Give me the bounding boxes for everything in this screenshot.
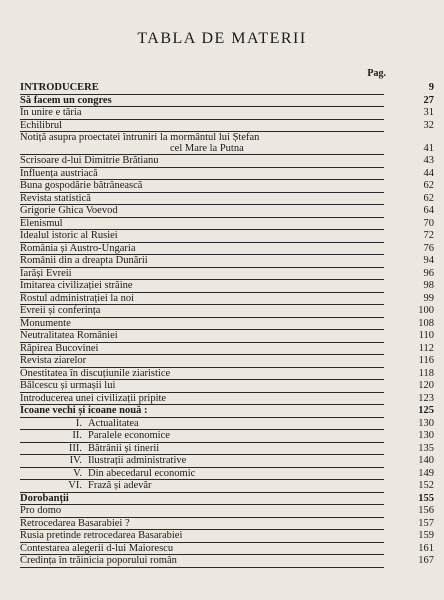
toc-entry-title: Imitarea civilizației străine — [20, 280, 133, 291]
toc-entry — [20, 530, 434, 543]
toc-entry-title: Onestitatea în discuțiunile ziaristice — [20, 367, 171, 379]
toc-entry-title: Bălcescu și urmașii lui — [20, 380, 116, 391]
toc-entry — [20, 405, 434, 418]
toc-entry — [20, 255, 434, 268]
toc-entry-page-number: 116 — [418, 355, 434, 366]
toc-entry-page-number: 76 — [423, 242, 434, 254]
toc-entry-title: Românii din a dreapta Dunării — [20, 255, 148, 266]
toc-entry — [20, 442, 434, 456]
toc-entry-page-number: 70 — [423, 217, 434, 229]
toc-entry-title — [60, 480, 152, 492]
toc-entry-title — [60, 418, 139, 430]
toc-entry-roman-numeral: III. — [68, 442, 82, 454]
toc-entry — [20, 119, 434, 133]
toc-entry-label: Frază și adevăr — [88, 480, 152, 491]
toc-entry-title: Evreii și conferința — [20, 305, 101, 316]
table-of-contents — [20, 82, 434, 568]
toc-entry — [20, 455, 434, 468]
toc-entry-page-number: 140 — [418, 455, 434, 466]
toc-entry-title: Dorobanții — [20, 492, 69, 504]
toc-entry — [20, 317, 434, 331]
toc-entry-page-number: 135 — [418, 442, 434, 454]
toc-entry-page-number: 62 — [423, 192, 434, 204]
toc-entry-title: Iarăși Evreii — [20, 267, 72, 279]
toc-entry-page-number: 110 — [418, 330, 434, 341]
toc-entry-page-number: 62 — [423, 180, 434, 191]
toc-entry-label: Ilustrații administrative — [88, 455, 187, 466]
toc-entry — [20, 392, 434, 406]
page-column-label: Pag. — [367, 68, 386, 79]
toc-entry-title: Revista statistică — [20, 192, 91, 204]
toc-entry — [20, 430, 434, 443]
toc-entry-page-number: 149 — [418, 467, 434, 479]
toc-entry-roman-numeral: VI. — [68, 480, 82, 491]
toc-entry — [20, 355, 434, 368]
toc-entry-title: România și Austro-Ungaria — [20, 242, 136, 254]
toc-entry-title: În unire e tăria — [20, 107, 82, 118]
toc-entry-title: Rusia pretinde retrocedarea Basarabiei — [20, 530, 183, 541]
toc-entry-title — [60, 468, 195, 480]
toc-entry — [20, 132, 434, 155]
toc-entry-page-number: 99 — [423, 292, 434, 304]
toc-entry-title: Echilibrul — [20, 119, 62, 131]
toc-entry — [20, 94, 434, 108]
toc-entry-page-number: 155 — [418, 492, 434, 504]
toc-entry-page-number: 9 — [428, 82, 434, 93]
toc-entry-page-number: 125 — [418, 405, 434, 416]
toc-entry — [20, 367, 434, 381]
toc-entry — [20, 107, 434, 120]
toc-entry-title: Scrisoare d-lui Dimitrie Brătianu — [20, 155, 159, 166]
toc-entry-title: Revista ziarelor — [20, 355, 87, 366]
toc-entry-page-number: 41 — [423, 142, 434, 154]
toc-entry-title: Notiță asupra proectatei întruniri la mormântul lui Ștefan — [20, 132, 260, 143]
toc-entry-page-number: 130 — [418, 430, 434, 441]
toc-entry-page-number: 64 — [423, 205, 434, 216]
toc-entry-page-number: 156 — [418, 505, 434, 516]
toc-entry-page-number: 72 — [423, 230, 434, 241]
toc-entry-page-number: 152 — [418, 480, 434, 491]
toc-entry — [20, 480, 434, 493]
toc-entry-page-number: 27 — [423, 94, 434, 106]
toc-entry-title: Răpirea Bucovinei — [20, 342, 99, 354]
toc-entry-page-number: 123 — [418, 392, 434, 404]
toc-entry-title: Monumente — [20, 317, 71, 329]
toc-entry — [20, 155, 434, 168]
toc-entry-title: Să facem un congres — [20, 94, 112, 106]
toc-entry-label: Bătrânii și tinerii — [88, 442, 160, 454]
toc-entry — [20, 467, 434, 481]
toc-entry-label: Din abecedarul economic — [88, 467, 196, 479]
toc-entry-page-number: 98 — [423, 280, 434, 291]
toc-entry — [20, 217, 434, 231]
toc-entry-title — [60, 443, 159, 455]
toc-entry — [20, 180, 434, 193]
toc-entry-title: Elenismul — [20, 217, 63, 229]
toc-entry — [20, 205, 434, 218]
toc-entry — [20, 305, 434, 318]
toc-entry-page-number: 108 — [418, 317, 434, 329]
toc-entry-title: Rostul administrației la noi — [20, 292, 135, 304]
toc-entry — [20, 505, 434, 518]
toc-entry-page-number: 96 — [423, 267, 434, 279]
toc-entry-page-number: 94 — [423, 255, 434, 266]
toc-entry-title: Contestarea alegerii d-lui Maiorescu — [20, 542, 174, 554]
toc-entry — [20, 230, 434, 243]
toc-entry-title: Neutralitatea României — [20, 330, 118, 341]
toc-entry — [20, 542, 434, 556]
toc-entry — [20, 192, 434, 206]
toc-entry-title: Retrocedarea Basarabiei ? — [20, 517, 130, 529]
toc-entry — [20, 342, 434, 356]
toc-entry-title: Pro domo — [20, 505, 62, 516]
toc-entry-title — [60, 430, 170, 442]
toc-entry-title — [60, 455, 186, 467]
toc-entry-label: Actualitatea — [88, 417, 139, 429]
toc-entry-page-number: 161 — [418, 542, 434, 554]
toc-entry — [20, 280, 434, 293]
toc-entry-title: Icoane vechi și icoane nouă : — [20, 405, 148, 416]
toc-entry — [20, 492, 434, 506]
page-title: TABLA DE MATERII — [137, 30, 307, 47]
toc-entry — [20, 417, 434, 431]
toc-entry-title-continuation: cel Mare la Putna — [170, 142, 244, 154]
toc-entry-page-number: 118 — [418, 367, 434, 379]
toc-entry-page-number: 31 — [423, 107, 434, 118]
toc-entry-page-number: 157 — [418, 517, 434, 529]
toc-entry — [20, 267, 434, 281]
toc-entry-roman-numeral: IV. — [69, 455, 82, 466]
toc-entry-roman-numeral: I. — [75, 417, 82, 429]
toc-entry-title: Buna gospodărie bătrânească — [20, 180, 143, 191]
toc-entry-page-number: 112 — [418, 342, 434, 354]
toc-entry-page-number: 120 — [418, 380, 434, 391]
toc-entry-label: Paralele economice — [88, 430, 170, 441]
toc-entry-page-number: 130 — [418, 417, 434, 429]
toc-entry-page-number: 44 — [423, 167, 434, 179]
toc-entry-page-number: 43 — [423, 155, 434, 166]
toc-entry — [20, 167, 434, 181]
toc-entry-roman-numeral: V. — [73, 467, 82, 479]
toc-entry-page-number: 32 — [423, 119, 434, 131]
toc-entry-page-number: 159 — [418, 530, 434, 541]
toc-entry-page-number: 167 — [418, 555, 434, 566]
toc-entry-title: Credința în trăinicia poporului român — [20, 555, 177, 566]
toc-entry — [20, 380, 434, 393]
toc-entry — [20, 517, 434, 531]
toc-entry-title: Grigorie Ghica Voevod — [20, 205, 118, 216]
toc-entry — [20, 330, 434, 343]
toc-entry — [20, 242, 434, 256]
toc-entry — [20, 555, 434, 568]
toc-entry — [20, 292, 434, 306]
toc-entry-roman-numeral: II. — [72, 430, 82, 441]
toc-entry-title: Introducerea unei civilizații pripite — [20, 392, 167, 404]
toc-entry-title: Idealul istoric al Rusiei — [20, 230, 118, 241]
toc-entry-title: Influența austriacă — [20, 167, 98, 179]
toc-entry-title: INTRODUCERE — [20, 82, 99, 93]
toc-entry-page-number: 100 — [418, 305, 434, 316]
toc-entry — [20, 82, 434, 95]
